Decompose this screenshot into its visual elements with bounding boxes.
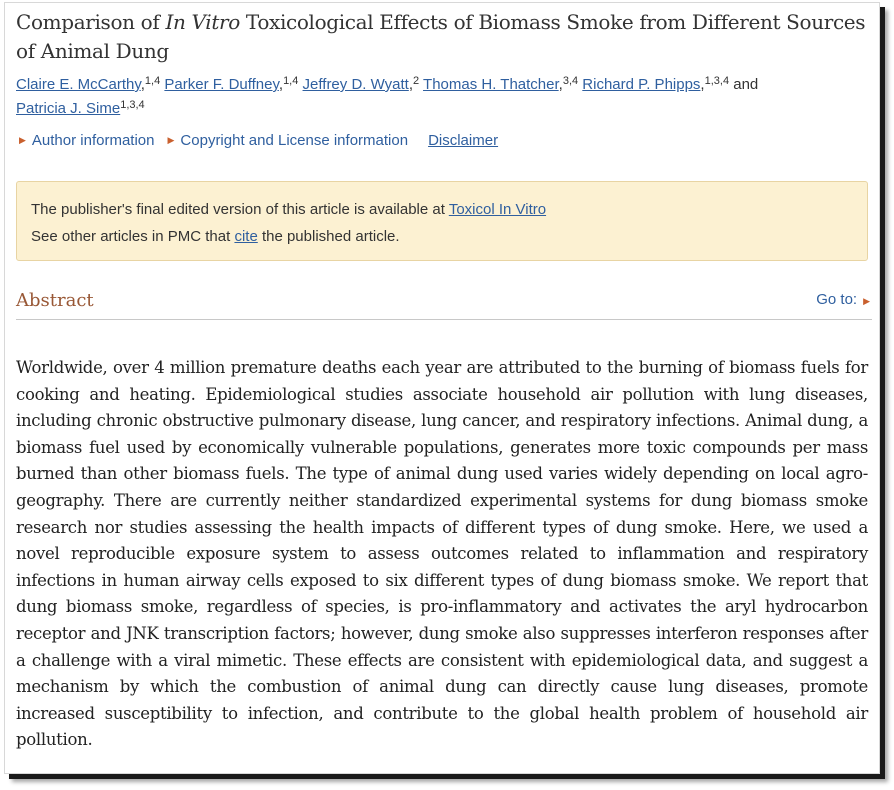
author-affiliation: 1,4 xyxy=(283,75,299,87)
article-info-links xyxy=(16,132,872,149)
author-affiliation: 2 xyxy=(413,75,420,87)
notice-line-2 xyxy=(31,223,867,250)
author-affiliation: 3,4 xyxy=(562,75,579,87)
author-affiliation: 1,3,4 xyxy=(704,75,730,87)
author-link[interactable]: Jeffrey D. Wyatt xyxy=(302,76,409,93)
copyright-license-toggle[interactable]: Copyright and License information xyxy=(180,132,409,149)
cite-link[interactable]: cite xyxy=(234,228,258,245)
article-content xyxy=(16,3,872,770)
author-link[interactable]: Thomas H. Thatcher xyxy=(423,76,559,93)
goto-label: Go to: xyxy=(816,291,858,308)
notice-text: the published article. xyxy=(257,228,400,245)
title-part-1: Comparison of xyxy=(16,10,166,34)
disclaimer-link[interactable]: Disclaimer xyxy=(428,132,499,149)
publisher-notice xyxy=(16,181,868,261)
author-list: Claire E. McCarthy,$^{1,4}$ Parker F. Duffney,$^{1,4}$ Jeffrey D. Wyatt,$^2$ Thomas H. Thatcher,$^{3,4}$ Richard P. Phipps,$^{1,3,4}$ and Patricia J. Sime$^{1,3,4}$ xyxy=(16,75,759,117)
author-link[interactable]: Claire E. McCarthy xyxy=(16,76,141,93)
article-frame xyxy=(4,2,880,774)
abstract-header xyxy=(16,288,872,320)
article-title xyxy=(16,8,872,66)
title-italic: In Vitro xyxy=(165,10,240,34)
abstract-heading: Abstract xyxy=(16,290,94,311)
author-information-toggle[interactable]: Author information xyxy=(31,132,155,149)
author-affiliation: 1,3,4 xyxy=(120,99,145,111)
notice-text: The publisher's final edited version of this article is available at xyxy=(31,201,449,218)
abstract-text: Worldwide, over 4 million premature deaths each year are attributed to the burning of biomass fuels for cooking and heating. Epidemiological studies associate household air pollution with lung diseases, including chronic obstructive pulmonary disease, lung cancer, and respiratory infections. Animal dung, a biomass fuel used by economically vulnerable populations, generates more toxic compounds per mass burned than other biomass fuels. The type of animal dung used varies widely depending on local agro-geography. There are currently neither standardized experimental systems for dung biomass smoke research nor studies assessing the health impacts of different types of dung smoke. Here, we used a novel reproducible exposure system to assess outcomes related to inflammation and respiratory infections in human airway cells exposed to six different types of dung biomass smoke. We report that dung biomass smoke, regardless of species, is pro-inflammatory and activates the aryl hydrocarbon receptor and JNK transcription factors; however, dung smoke also suppresses interferon responses after a challenge with a viral mimetic. These effects are consistent with epidemiological data, and suggest a mechanism by which the combustion of animal dung can directly cause lung diseases, promote increased susceptibility to infection, and contribute to the global health problem of household air pollution. xyxy=(16,358,868,750)
triangle-right-icon: ▶ xyxy=(167,135,175,145)
triangle-right-icon: ▶ xyxy=(19,135,26,145)
notice-line-1 xyxy=(31,196,867,223)
author-link[interactable]: Parker F. Duffney xyxy=(164,76,279,93)
title-part-2: Toxicological Effects of Biomass Smoke from Different Sources of Animal Dung xyxy=(16,10,866,63)
author-affiliation: 1,4 xyxy=(144,75,161,87)
author-link[interactable]: Patricia J. Sime xyxy=(16,100,121,117)
journal-link[interactable]: Toxicol In Vitro xyxy=(448,201,547,218)
author-link[interactable]: Richard P. Phipps xyxy=(582,76,701,93)
notice-text: See other articles in PMC that xyxy=(31,228,235,245)
authors-conjunction: and xyxy=(733,76,759,93)
triangle-right-icon: ▶ xyxy=(863,296,870,306)
goto-menu[interactable] xyxy=(816,291,870,308)
